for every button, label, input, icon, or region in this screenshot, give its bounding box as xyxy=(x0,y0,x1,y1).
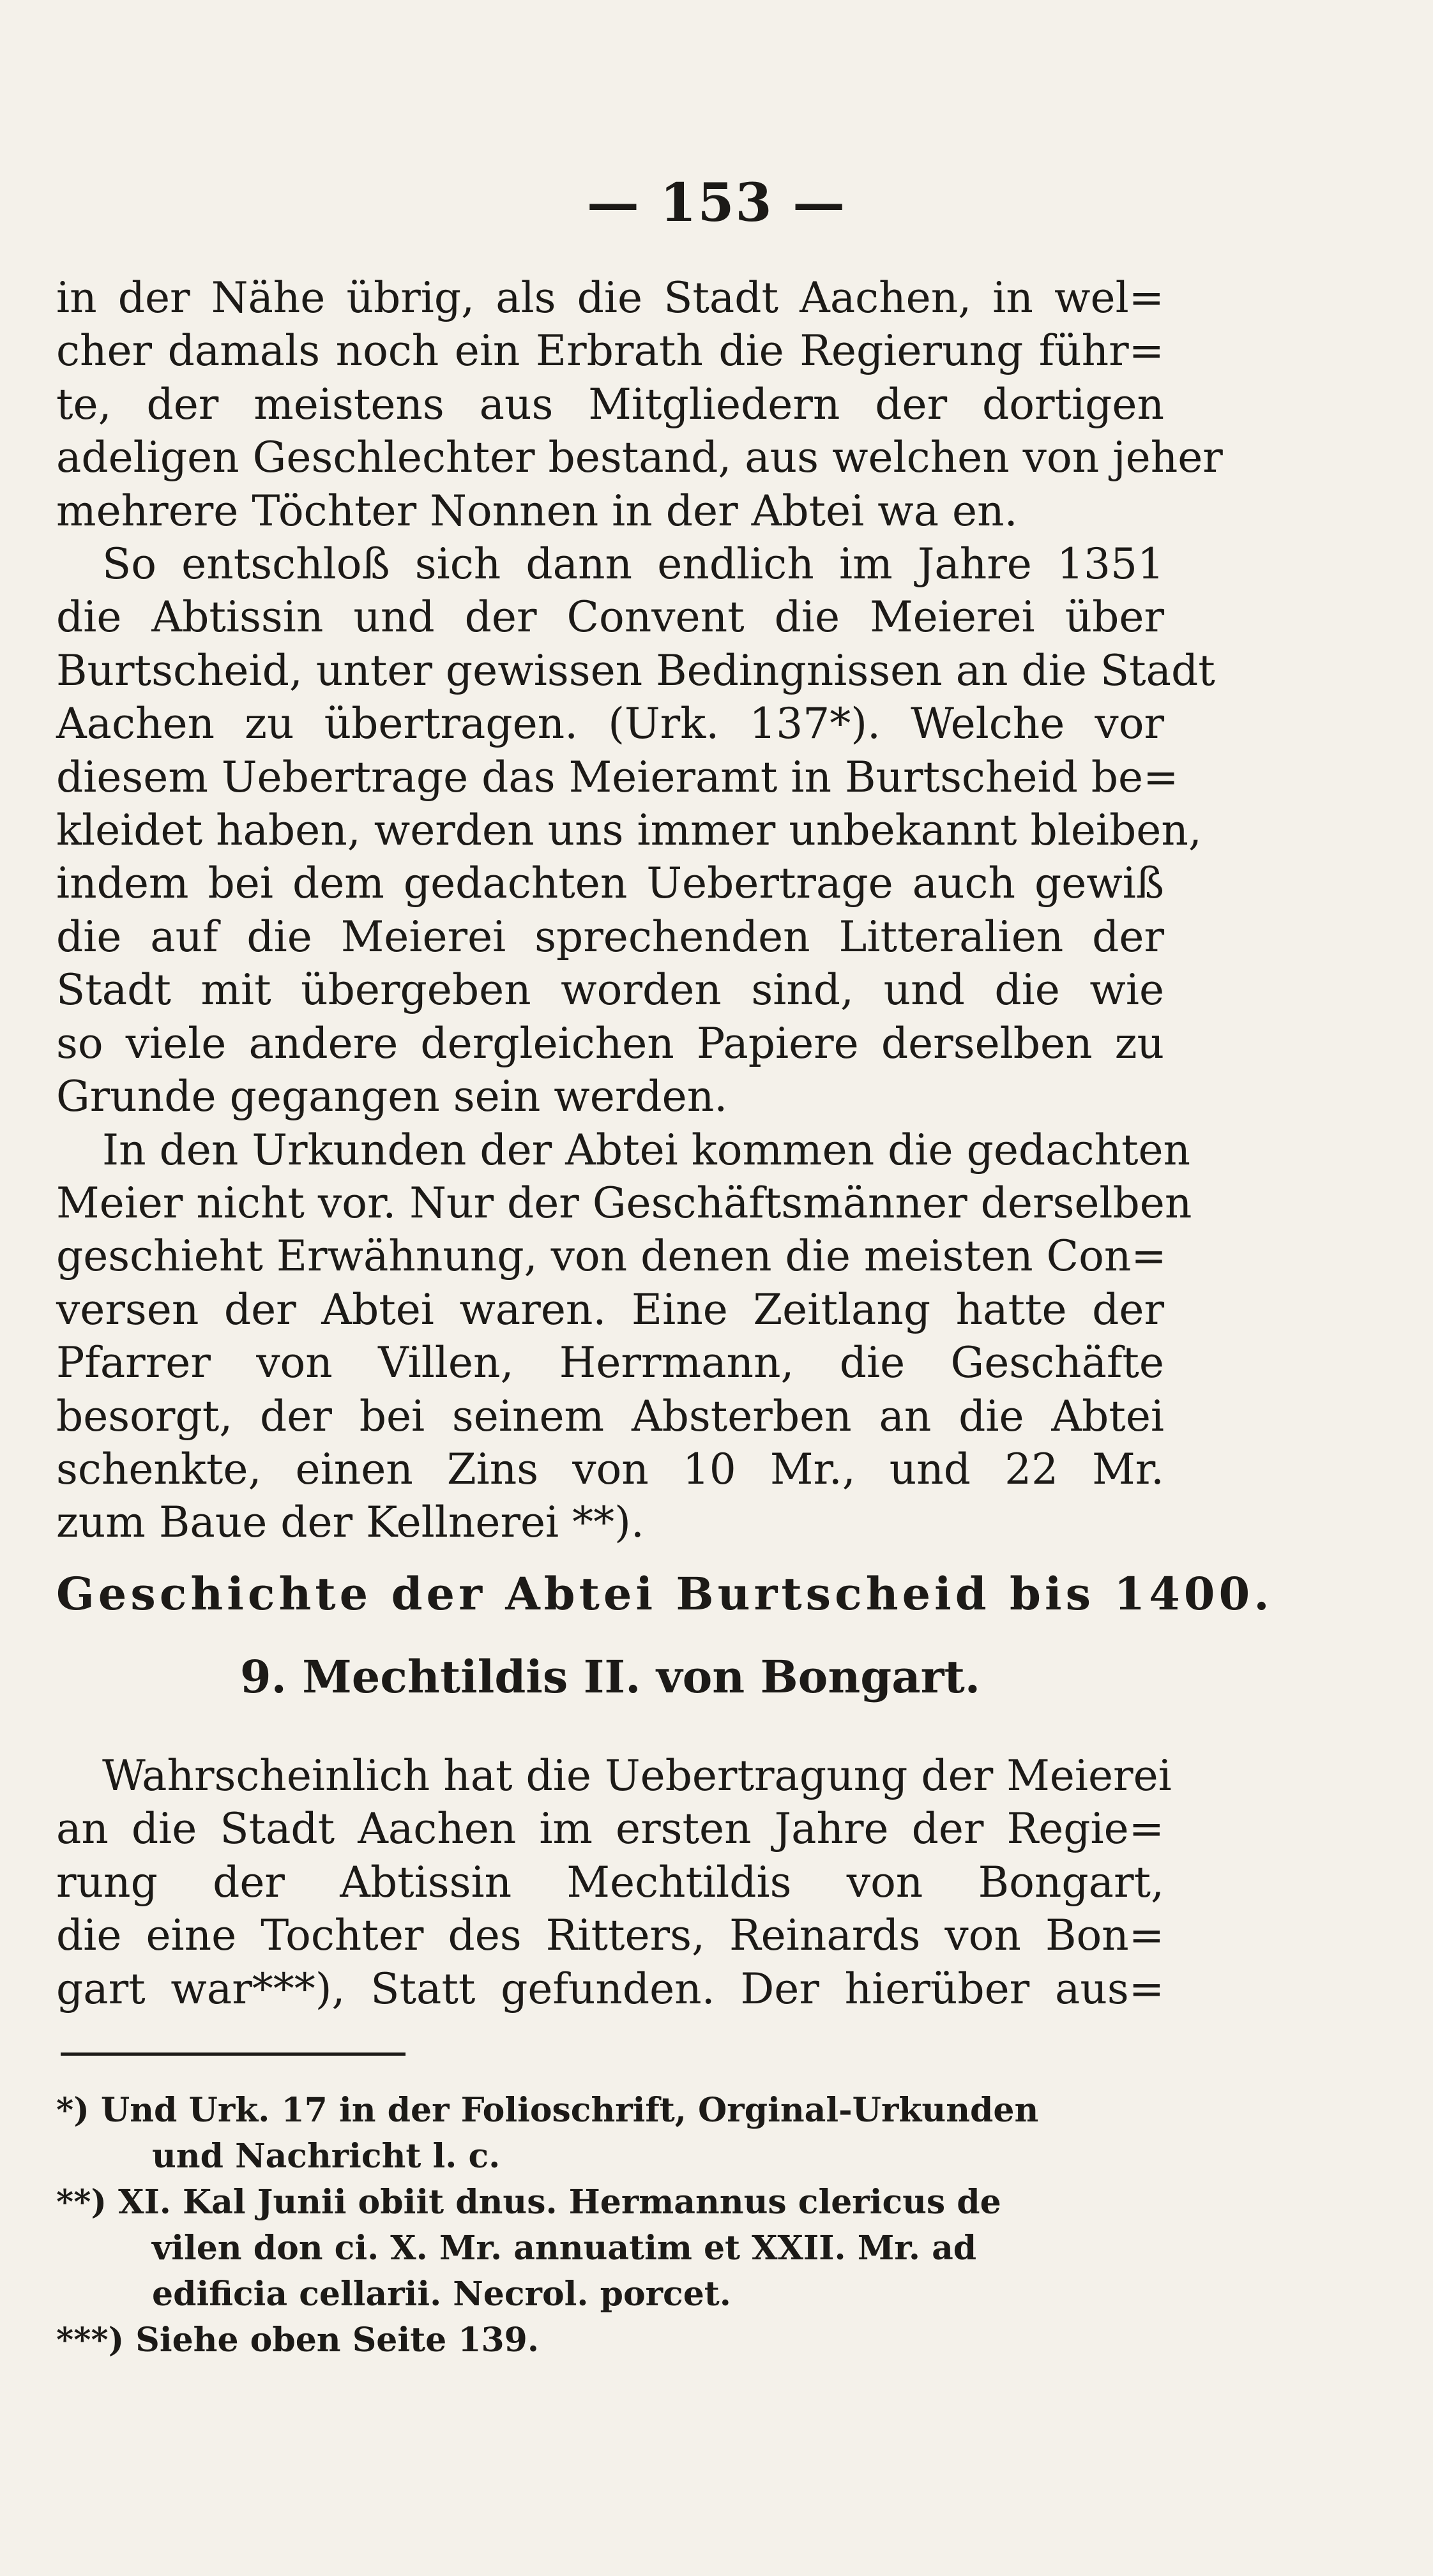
text-line: indem bei dem gedachten Uebertrage auch gewiß xyxy=(56,859,1164,908)
text-line: die Abtissin und der Convent die Meierei über xyxy=(56,592,1164,642)
footnote-divider xyxy=(61,2053,406,2056)
text-line: Aachen zu übertragen. (Urk. 137*). Welche vor xyxy=(56,699,1164,749)
text-line: geschieht Erwähnung, von denen die meisten Con= xyxy=(56,1232,1167,1281)
text-line: Wahrscheinlich hat die Uebertragung der Meierei xyxy=(102,1751,1172,1800)
chapter-text xyxy=(56,1749,1172,2015)
paragraph xyxy=(56,538,1215,1123)
text-line: Pfarrer von Villen, Herrmann, die Geschäfte xyxy=(56,1338,1164,1388)
text-line: So entschloß sich dann endlich im Jahre 1351 xyxy=(102,539,1164,589)
footnote xyxy=(56,2180,1164,2317)
section-heading: Geschichte der Abtei Burtscheid bis 1400. xyxy=(56,1567,1273,1620)
text-line: die eine Tochter des Ritters, Reinards von Bon= xyxy=(56,1911,1164,1961)
chapter-heading: 9. Mechtildis II. von Bongart. xyxy=(239,1650,981,1703)
footnote-line: ***) Siehe oben Seite 139. xyxy=(56,2321,539,2360)
text-line: zum Baue der Kellnerei **). xyxy=(56,1498,644,1548)
text-line: so viele andere dergleichen Papiere derselben zu xyxy=(56,1018,1164,1068)
text-line: Burtscheid, unter gewissen Bedingnissen an die Stadt xyxy=(56,645,1215,695)
footnote xyxy=(56,2088,1164,2180)
text-line: die auf die Meierei sprechenden Litteralien der xyxy=(56,912,1164,961)
text-line: mehrere Töchter Nonnen in der Abtei wa en. xyxy=(56,486,1018,536)
text-line: gart war***), Statt gefunden. Der hierüber aus= xyxy=(56,1964,1164,2014)
footnote-line: und Nachricht l. c. xyxy=(152,2137,501,2176)
page-number: — 153 — xyxy=(586,172,847,234)
footnote-line: *) Und Urk. 17 in der Folioschrift, Orginal-Urkunden xyxy=(56,2091,1039,2130)
footnotes xyxy=(56,2088,1164,2363)
text-line: schenkte, einen Zins von 10 Mr., und 22 Mr. xyxy=(56,1444,1164,1494)
footnote-line: **) XI. Kal Junii obiit dnus. Hermannus clericus de xyxy=(56,2183,1001,2222)
text-line: cher damals noch ein Erbrath die Regierung führ= xyxy=(56,326,1164,376)
text-line: kleidet haben, werden uns immer unbekannt bleiben, xyxy=(56,806,1202,855)
text-line: In den Urkunden der Abtei kommen die gedachten xyxy=(102,1125,1191,1175)
text-line: an die Stadt Aachen im ersten Jahre der Regie= xyxy=(56,1804,1164,1854)
text-line: te, der meistens aus Mitgliedern der dortigen xyxy=(56,379,1164,429)
footnote-line: vilen don ci. X. Mr. annuatim et XXII. Mr. ad xyxy=(152,2229,977,2268)
text-line: rung der Abtissin Mechtildis von Bongart, xyxy=(56,1857,1164,1907)
main-text xyxy=(56,271,1223,1549)
text-line: besorgt, der bei seinem Absterben an die Abtei xyxy=(56,1391,1164,1441)
footnote-line: edificia cellarii. Necrol. porcet. xyxy=(152,2275,731,2314)
text-line: in der Nähe übrig, als die Stadt Aachen, in wel= xyxy=(56,273,1164,322)
text-line: adeligen Geschlechter bestand, aus welchen von jeher xyxy=(56,433,1223,483)
text-line: Grunde gegangen sein werden. xyxy=(56,1072,728,1122)
text-line: Meier nicht vor. Nur der Geschäftsmänner derselben xyxy=(56,1178,1192,1228)
text-line: Stadt mit übergeben worden sind, und die wie xyxy=(56,965,1164,1015)
text-line: versen der Abtei waren. Eine Zeitlang hatte der xyxy=(56,1284,1164,1334)
paragraph xyxy=(56,271,1223,538)
footnote xyxy=(56,2317,1164,2363)
text-line: diesem Uebertrage das Meieramt in Burtscheid be= xyxy=(56,752,1179,802)
paragraph xyxy=(56,1124,1192,1549)
